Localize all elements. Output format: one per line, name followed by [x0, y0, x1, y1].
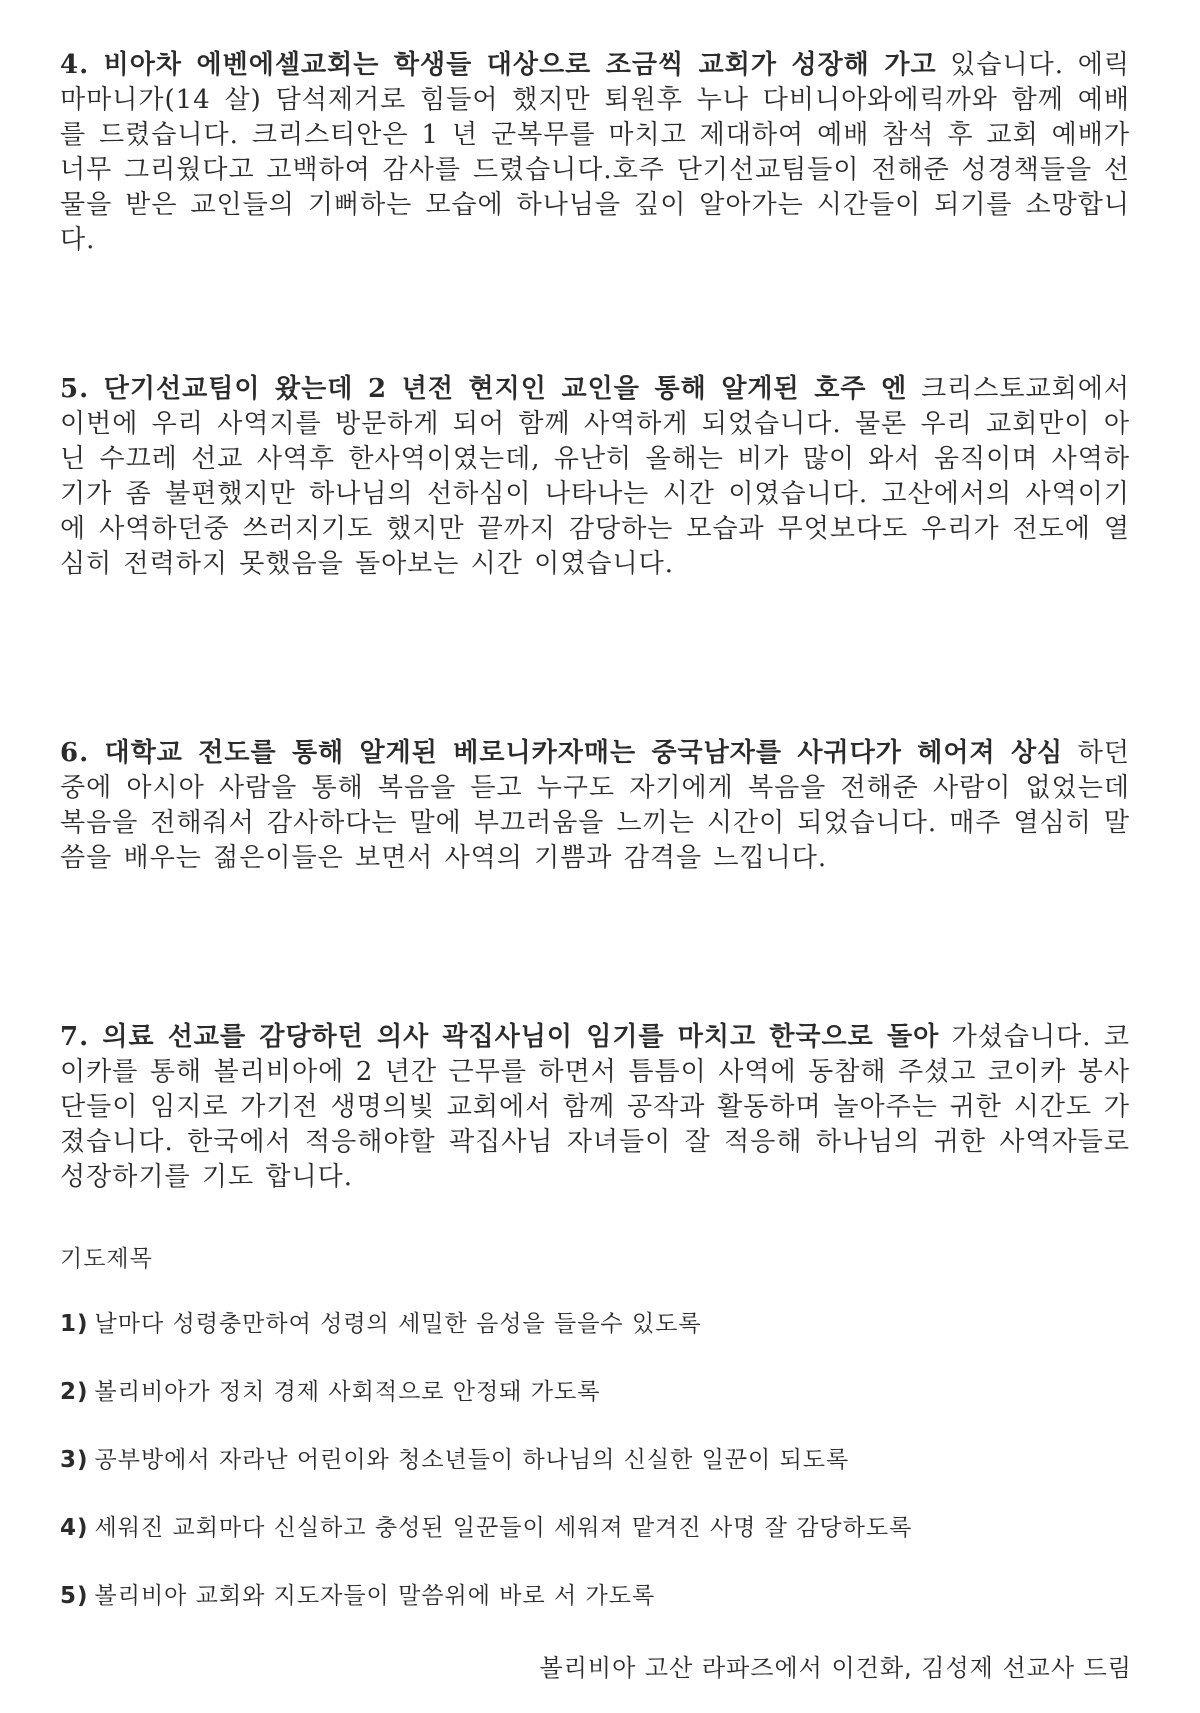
report-item-body: 있습니다. 에릭 마마니가(14 살) 담석제거로 힘들어 했지만 퇴원후 누나 다비니아와에릭까와 함께 예배를 드렸습니다. 크리스티안은 1 년 군복무를 마치고 제대하여 예배 참석 후 교회 예배가 너무 그리웠다고 고백하여 감사를 드렸습니다.호주 단기선교팀들이 전해준 성경책들을 선물을 받은 교인들의 기뻐하는 모습에 하나님을 깊이 알아가는 시간들이 되기를 소망합니다.	[60, 50, 1130, 255]
report-item-body: 하던 중에 아시아 사람을 통해 복음을 듣고 누구도 자기에게 복음을 전해준 사람이 없었는데 복음을 전해줘서 감사하다는 말에 부끄러움을 느끼는 시간이 되었습니다. 매주 열심히 말씀을 배우는 젊은이들은 보면서 사역의 기쁨과 감격을 느낍니다.	[60, 738, 1131, 873]
prayer-request-item	[60, 1577, 1130, 1645]
report-item-6	[60, 736, 1130, 876]
report-item-7	[60, 1020, 1130, 1195]
prayer-request-text: 볼리비아 교회와 지도자들이 말씀위에 바로 서 가도록	[94, 1583, 656, 1609]
prayer-request-number: 3)	[60, 1447, 89, 1473]
report-item-lead: 5. 단기선교팀이 왔는데 2 년전 현지인 교인을 통해 알게된 호주 엔	[60, 374, 908, 404]
prayer-request-item	[60, 1509, 1130, 1577]
prayer-requests-title: 기도제목	[60, 1246, 153, 1272]
prayer-requests-list	[60, 1305, 1130, 1645]
prayer-request-text: 볼리비아가 정치 경제 사회적으로 안정돼 가도록	[94, 1379, 601, 1405]
signature-line: 볼리비아 고산 라파즈에서 이건화, 김성제 선교사 드림	[539, 1654, 1132, 1682]
prayer-request-text: 세워진 교회마다 신실하고 충성된 일꾼들이 세워져 맡겨진 사명 잘 감당하도록	[94, 1515, 913, 1541]
prayer-request-number: 5)	[60, 1583, 89, 1609]
prayer-request-item	[60, 1441, 1130, 1509]
report-item-lead: 6. 대학교 전도를 통해 알게된 베로니카자매는 중국남자를 사귀다가 헤어져 상심	[60, 738, 1064, 768]
report-item-body: 가셨습니다. 코이카를 통해 볼리비아에 2 년간 근무를 하면서 틈틈이 사역에 동참해 주셨고 코이카 봉사단들이 임지로 가기전 생명의빛 교회에서 함께 공작과 활동하며 놀아주는 귀한 시간도 가졌습니다. 한국에서 적응해야할 곽집사님 자녀들이 잘 적응해 하나님의 귀한 사역자들로 성장하기를 기도 합니다.	[60, 1022, 1130, 1192]
report-item-5	[60, 372, 1130, 582]
report-item-body: 크리스토교회에서 이번에 우리 사역지를 방문하게 되어 함께 사역하게 되었습니다. 물론 우리 교회만이 아닌 수끄레 선교 사역후 한사역이였는데, 유난히 올해는 비가 많이 와서 움직이며 사역하기가 좀 불편했지만 하나님의 선하심이 나타나는 시간 이였습니다. 고산에서의 사역이기에 사역하던중 쓰러지기도 했지만 끝까지 감당하는 모습과 무엇보다도 우리가 전도에 열심히 전력하지 못했음을 돌아보는 시간 이였습니다.	[60, 374, 1130, 579]
report-item-lead: 4. 비아차 에벤에셀교회는 학생들 대상으로 조금씩 교회가 성장해 가고	[60, 50, 937, 80]
prayer-request-number: 2)	[60, 1379, 89, 1405]
prayer-request-number: 1)	[60, 1311, 89, 1337]
report-item-4	[60, 48, 1130, 258]
report-item-lead: 7. 의료 선교를 감당하던 의사 곽집사님이 임기를 마치고 한국으로 돌아	[60, 1022, 940, 1052]
prayer-request-text: 날마다 성령충만하여 성령의 세밀한 음성을 들을수 있도록	[94, 1311, 702, 1337]
prayer-request-item	[60, 1305, 1130, 1373]
prayer-request-text: 공부방에서 자라난 어린이와 청소년들이 하나님의 신실한 일꾼이 되도록	[94, 1447, 850, 1473]
prayer-request-number: 4)	[60, 1515, 89, 1541]
prayer-request-item	[60, 1373, 1130, 1441]
